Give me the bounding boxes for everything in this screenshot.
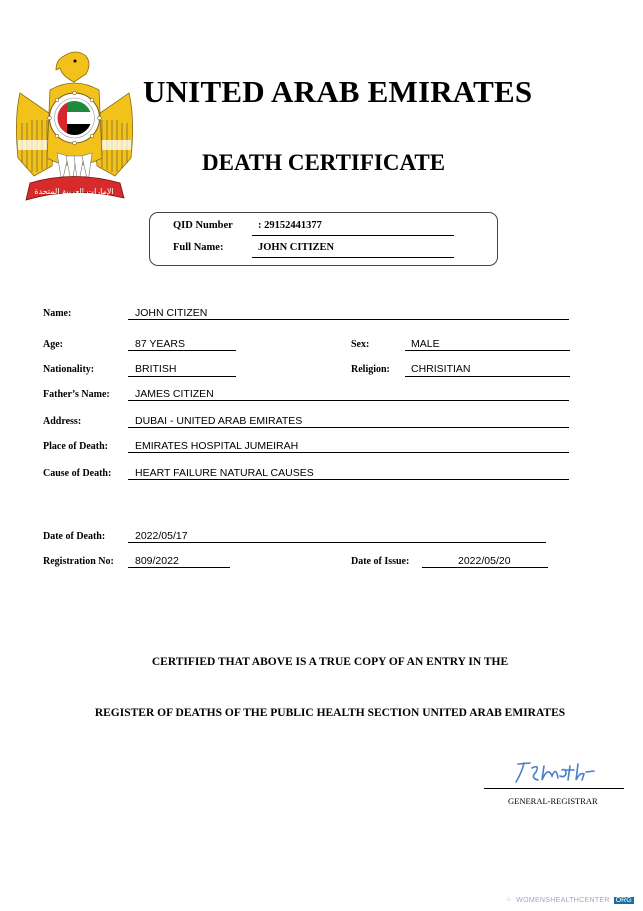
watermark-text: WOMENSHEALTHCENTER	[516, 897, 610, 904]
fathers-name-underline	[128, 400, 569, 401]
religion-label: Religion:	[351, 364, 390, 375]
address-value: DUBAI - UNITED ARAB EMIRATES	[135, 415, 303, 427]
address-label: Address:	[43, 416, 82, 427]
full-name-value: JOHN CITIZEN	[258, 242, 335, 253]
signature-icon	[510, 758, 600, 786]
registration-no-label: Registration No:	[43, 556, 114, 567]
fathers-name-value: JAMES CITIZEN	[135, 388, 214, 400]
religion-value: CHRISITIAN	[411, 363, 471, 375]
name-underline	[128, 319, 569, 320]
sex-value: MALE	[411, 338, 440, 350]
age-label: Age:	[43, 339, 63, 350]
name-value: JOHN CITIZEN	[135, 307, 208, 319]
sex-label: Sex:	[351, 339, 370, 350]
qid-underline	[252, 235, 454, 236]
date-of-death-label: Date of Death:	[43, 531, 106, 542]
date-of-issue-label: Date of Issue:	[351, 556, 410, 567]
date-of-death-underline	[128, 542, 546, 543]
full-name-label: Full Name:	[173, 242, 224, 253]
place-of-death-underline	[128, 452, 569, 453]
svg-text:الإمارات العربية المتحدة: الإمارات العربية المتحدة	[34, 187, 114, 196]
cause-of-death-value: HEART FAILURE NATURAL CAUSES	[135, 467, 314, 479]
date-of-issue-underline	[422, 567, 548, 568]
certification-line-1: CERTIFIED THAT ABOVE IS A TRUE COPY OF AN ENTRY IN THE	[151, 656, 509, 668]
qid-label: QID Number	[173, 220, 233, 231]
falcon-emblem-icon	[12, 48, 137, 208]
uae-emblem	[12, 48, 137, 208]
country-title: UNITED ARAB EMIRATES	[143, 74, 533, 109]
registrar-title: GENERAL-REGISTRAR	[508, 796, 598, 806]
address-underline	[128, 427, 569, 428]
nationality-label: Nationality:	[43, 364, 95, 375]
cause-of-death-label: Cause of Death:	[43, 468, 112, 479]
religion-underline	[405, 376, 570, 377]
date-of-issue-value: 2022/05/20	[458, 555, 511, 567]
cause-of-death-underline	[128, 479, 569, 480]
registration-no-underline	[128, 567, 230, 568]
qid-value: : 29152441377	[258, 220, 322, 231]
nationality-underline	[128, 376, 236, 377]
nationality-value: BRITISH	[135, 363, 177, 375]
document-title: DEATH CERTIFICATE	[202, 150, 446, 175]
certification-line-2: REGISTER OF DEATHS OF THE PUBLIC HEALTH SECTION UNITED ARAB EMIRATES	[94, 707, 566, 719]
date-of-death-value: 2022/05/17	[135, 530, 188, 542]
watermark-dots-icon: ⁘	[506, 897, 513, 904]
watermark-org-badge: ORG	[615, 897, 632, 904]
place-of-death-value: EMIRATES HOSPITAL JUMEIRAH	[135, 440, 299, 452]
age-underline	[128, 350, 236, 351]
signature-underline	[484, 788, 624, 789]
watermark	[506, 889, 634, 907]
place-of-death-label: Place of Death:	[43, 441, 108, 452]
registrar-signature	[510, 758, 600, 786]
name-label: Name:	[43, 308, 72, 319]
registration-no-value: 809/2022	[135, 555, 179, 567]
age-value: 87 YEARS	[135, 338, 186, 350]
fathers-name-label: Father’s Name:	[43, 389, 110, 400]
full-name-underline	[252, 257, 454, 258]
sex-underline	[405, 350, 570, 351]
